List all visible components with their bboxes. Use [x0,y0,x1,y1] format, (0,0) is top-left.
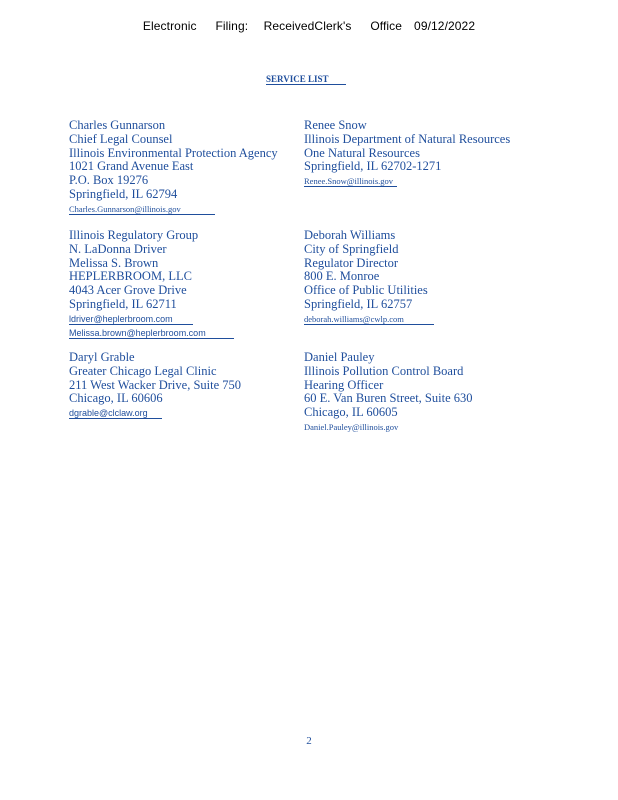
email-link[interactable]: dgrable@clclaw.org [69,408,162,419]
contact-line: Springfield, IL 62794 [69,186,178,201]
contact-line: 4043 Acer Grove Drive [69,283,187,298]
contact-line: Regulator Director [304,255,399,270]
contact-name: Deborah Williams [304,228,396,242]
contact-name: Daniel Pauley [304,350,375,364]
header-filing: Filing: [215,19,249,33]
contact-line: Illinois Environmental Protection Agency [69,145,278,160]
contact-line: Illinois Department of Natural Resources [304,131,511,146]
header-electronic: Electronic [142,19,197,33]
email-link[interactable]: ldriver@heplerbroom.com [69,314,193,325]
contact-name: Illinois Regulatory Group [69,228,199,242]
email-link[interactable]: Renee.Snow@illinois.gov [304,176,397,187]
contact-line: 60 E. Van Buren Street, Suite 630 [304,391,473,406]
email-link[interactable]: Melissa.brown@heplerbroom.com [69,328,234,339]
header-received: ReceivedClerk's [263,19,352,33]
contact-line: Greater Chicago Legal Clinic [69,363,217,378]
contact-line: One Natural Resources [304,145,420,160]
contact-line: Springfield, IL 62702-1271 [304,159,442,174]
header-office: Office [370,19,403,33]
contact-name: Renee Snow [304,118,367,132]
contact-line: Office of Public Utilities [304,283,428,298]
contact-line: Hearing Officer [304,377,384,392]
contact-line: 211 West Wacker Drive, Suite 750 [69,377,242,392]
contact-line: 1021 Grand Avenue East [69,159,194,174]
service-list-title: SERVICE LIST [266,74,346,85]
header-date: 09/12/2022 [414,19,476,33]
contact-line: Springfield, IL 62757 [304,296,413,311]
contact-line: City of Springfield [304,241,399,256]
contact-line: P.O. Box 19276 [69,173,149,188]
contact-line: Illinois Pollution Control Board [304,363,464,378]
contact-line: Springfield, IL 62711 [69,296,177,311]
contact-line: Chicago, IL 60606 [69,391,163,406]
contact-line: Chicago, IL 60605 [304,405,398,420]
contact-block [69,229,234,339]
contact-block [304,119,510,188]
contact-block [69,119,278,216]
contact-line: N. LaDonna Driver [69,241,167,256]
contact-line: 800 E. Monroe [304,269,380,284]
electronic-filing-header [0,19,618,33]
email-link[interactable]: deborah.williams@cwlp.com [304,314,434,325]
contact-name: Charles Gunnarson [69,118,166,132]
page-number: 2 [306,735,312,747]
contact-line: Chief Legal Counsel [69,131,173,146]
email-link[interactable]: Charles.Gunnarson@illinois.gov [69,204,215,215]
email-text[interactable]: Daniel.Pauley@illinois.gov [304,421,399,432]
contact-block [304,351,473,434]
contact-line: HEPLERBROOM, LLC [69,269,192,284]
contact-name: Daryl Grable [69,350,135,364]
contact-block [304,229,434,326]
contact-block [69,351,241,420]
contact-line: Melissa S. Brown [69,255,159,270]
